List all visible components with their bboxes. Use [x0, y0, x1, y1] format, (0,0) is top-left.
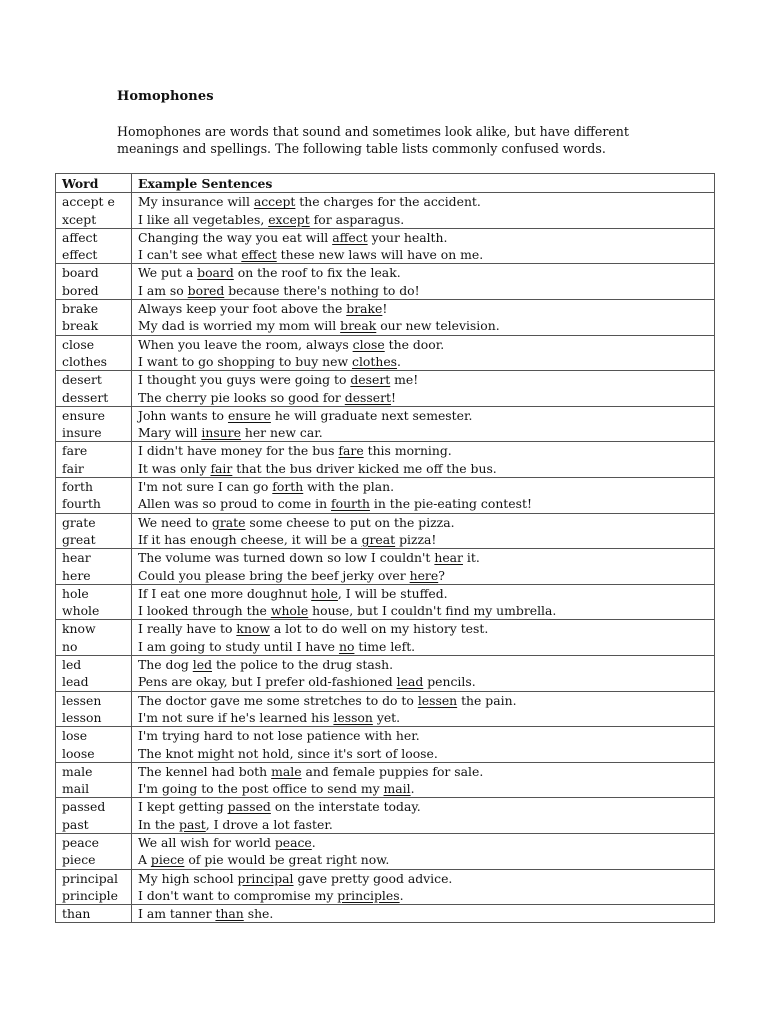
homophone-word: no: [62, 638, 78, 654]
sentence-text: yet.: [372, 709, 401, 725]
sentence-text: I am going to study until I have: [138, 638, 339, 654]
sentence-text: with the plan.: [303, 479, 395, 495]
word-cell: [56, 620, 132, 656]
homophone-word: past: [62, 816, 89, 832]
homophone-word: grate: [62, 514, 96, 530]
homophone-word: hole: [62, 585, 89, 601]
sentence-text: in the pie-eating contest!: [369, 496, 532, 512]
highlighted-word: bored: [187, 282, 225, 298]
example-cell: [132, 905, 715, 923]
homophone-word: whole: [62, 603, 100, 619]
sentence-text: and female puppies for sale.: [301, 763, 484, 779]
sentence-text: the charges for the accident.: [295, 194, 481, 210]
sentence-text: on the interstate today.: [270, 799, 421, 815]
highlighted-word: grate: [211, 514, 246, 530]
example-sentence: [138, 531, 708, 548]
sentence-text: I thought you guys were going to: [138, 372, 351, 388]
highlighted-word: piece: [150, 852, 185, 868]
example-cell: [132, 406, 715, 442]
sentence-text: .: [410, 781, 415, 797]
homophone-word: led: [62, 657, 82, 673]
homophone-word: hear: [62, 550, 91, 566]
example-cell: [132, 798, 715, 834]
sentence-text: We put a: [138, 265, 198, 281]
example-sentence: [138, 656, 708, 673]
example-cell: [132, 371, 715, 407]
sentence-text: I don't want to compromise my: [138, 887, 338, 903]
homophone-word: dessert: [62, 389, 109, 405]
highlighted-word: mail: [383, 781, 411, 797]
homophone-word: know: [62, 621, 96, 637]
sentence-text: I really have to: [138, 621, 237, 637]
homophone-word: effect: [62, 247, 98, 263]
sentence-text: me!: [390, 372, 419, 388]
sentence-text: of pie would be great right now.: [184, 852, 390, 868]
homophone-word: lose: [62, 728, 88, 744]
highlighted-word: fare: [338, 443, 364, 459]
word-column-header: Word: [56, 174, 132, 193]
word-cell: [56, 264, 132, 300]
highlighted-word: fair: [210, 460, 233, 476]
highlighted-word: whole: [270, 603, 309, 619]
word-cell: [56, 549, 132, 585]
homophone-word: bored: [62, 282, 99, 298]
example-cell: [132, 656, 715, 692]
word-cell: [56, 513, 132, 549]
example-cell: [132, 228, 715, 264]
highlighted-word: accept: [253, 194, 296, 210]
homophone-word: lessen: [62, 692, 102, 708]
intro-paragraph: Homophones are words that sound and sometimes look alike, but have different meanings and spellings. The following table lists commonly confused words.: [117, 124, 629, 156]
example-sentence: [138, 851, 708, 868]
example-sentence: [138, 709, 708, 726]
table-row: [56, 442, 715, 478]
example-sentence: [138, 478, 708, 495]
homophone-word: fourth: [62, 496, 101, 512]
table-row: [56, 905, 715, 923]
sentence-text: , I drove a lot faster.: [205, 816, 333, 832]
table-body: [56, 193, 715, 923]
highlighted-word: lesson: [333, 709, 373, 725]
example-cell: [132, 691, 715, 727]
table-row: [56, 193, 715, 229]
homophone-word: close: [62, 336, 95, 352]
highlighted-word: principal: [237, 870, 294, 886]
highlighted-word: peace: [274, 834, 312, 850]
sentence-text: I'm not sure I can go: [138, 479, 273, 495]
homophone-word: principle: [62, 887, 118, 903]
word-cell: [56, 798, 132, 834]
table-row: [56, 371, 715, 407]
word-cell: [56, 656, 132, 692]
sentence-text: pencils.: [423, 674, 476, 690]
sentence-text: The kennel had both: [138, 763, 272, 779]
homophone-word: affect: [62, 229, 98, 245]
sentence-text: the pain.: [457, 692, 517, 708]
sentence-text: If I eat one more doughnut: [138, 585, 312, 601]
table-row: [56, 798, 715, 834]
table-row: [56, 620, 715, 656]
homophone-word: loose: [62, 745, 95, 761]
highlighted-word: no: [338, 638, 355, 654]
sentence-text: My insurance will: [138, 194, 254, 210]
homophone-word: male: [62, 763, 93, 779]
sentence-text: she.: [243, 906, 274, 922]
homophone-word: break: [62, 318, 99, 334]
sentence-text: I'm not sure if he's learned his: [138, 709, 334, 725]
example-sentence: [138, 371, 708, 388]
highlighted-word: insure: [201, 425, 241, 441]
sentence-text: Could you please bring the beef jerky over: [138, 567, 410, 583]
sentence-text: I like all vegetables,: [138, 211, 269, 227]
example-sentence: [138, 300, 708, 317]
sentence-text: that the bus driver kicked me off the bus.: [232, 460, 497, 476]
table-row: [56, 584, 715, 620]
sentence-text: I am so: [138, 282, 188, 298]
word-cell: [56, 727, 132, 763]
homophone-word: fare: [62, 443, 88, 459]
sentence-text: My high school: [138, 870, 238, 886]
example-sentence: [138, 905, 708, 922]
example-sentence: [138, 727, 708, 744]
homophone-word: here: [62, 567, 91, 583]
homophones-table: [55, 173, 715, 923]
homophone-word: passed: [62, 799, 106, 815]
word-cell: [56, 442, 132, 478]
sentence-text: .: [399, 887, 404, 903]
sentence-text: gave pretty good advice.: [293, 870, 453, 886]
homophone-word: fair: [62, 460, 84, 476]
sentence-text: our new television.: [376, 318, 500, 334]
sentence-text: The cherry pie looks so good for: [138, 389, 345, 405]
sentence-text: because there's nothing to do!: [224, 282, 420, 298]
sentence-text: John wants to: [138, 407, 228, 423]
example-sentence: [138, 407, 708, 424]
example-cell: [132, 762, 715, 798]
highlighted-word: effect: [241, 247, 277, 263]
highlighted-word: brake: [346, 301, 383, 317]
sentence-text: I'm going to the post office to send my: [138, 781, 384, 797]
sentence-text: .: [311, 834, 316, 850]
sentence-text: her new car.: [240, 425, 323, 441]
example-cell: [132, 478, 715, 514]
example-sentence: [138, 495, 708, 512]
example-sentence: [138, 602, 708, 619]
sentence-text: If it has enough cheese, it will be a: [138, 531, 362, 547]
highlighted-word: than: [215, 906, 244, 922]
table-row: [56, 833, 715, 869]
sentence-text: Changing the way you eat will: [138, 229, 333, 245]
sentence-text: I am tanner: [138, 906, 216, 922]
example-sentence: [138, 317, 708, 334]
sentence-text: When you leave the room, always: [138, 336, 353, 352]
highlighted-word: passed: [227, 799, 271, 815]
table-row: [56, 691, 715, 727]
example-sentence: [138, 460, 708, 477]
highlighted-word: affect: [332, 229, 368, 245]
homophone-word: piece: [62, 852, 96, 868]
highlighted-word: past: [179, 816, 206, 832]
sentence-text: I'm trying hard to not lose patience with her.: [138, 728, 420, 744]
sentence-text: the door.: [384, 336, 445, 352]
highlighted-word: ensure: [227, 407, 271, 423]
sentence-text: I want to go shopping to buy new: [138, 353, 352, 369]
sentence-text: I looked through the: [138, 603, 271, 619]
sentence-text: these new laws will have on me.: [276, 247, 484, 263]
example-sentence: [138, 282, 708, 299]
word-cell: [56, 335, 132, 371]
example-cell: [132, 584, 715, 620]
example-sentence: [138, 798, 708, 815]
sentence-text: In the: [138, 816, 180, 832]
highlighted-word: lessen: [417, 692, 458, 708]
highlighted-word: know: [236, 621, 270, 637]
homophone-word: than: [62, 906, 91, 922]
example-sentence: [138, 567, 708, 584]
highlighted-word: board: [197, 265, 234, 281]
sentence-text: , I will be stuffed.: [337, 585, 448, 601]
homophone-word: clothes: [62, 353, 108, 369]
highlighted-word: except: [268, 211, 310, 227]
table-row: [56, 656, 715, 692]
example-cell: [132, 727, 715, 763]
sentence-text: !: [382, 301, 388, 317]
sentence-text: The dog: [138, 657, 193, 673]
table-row: [56, 478, 715, 514]
example-cell: [132, 549, 715, 585]
example-sentence: [138, 887, 708, 904]
homophone-word: brake: [62, 301, 99, 317]
homophone-word: ensure: [62, 407, 105, 423]
sentence-text: Pens are okay, but I prefer old-fashioned: [138, 674, 397, 690]
homophone-word: great: [62, 531, 96, 547]
highlighted-word: forth: [272, 479, 304, 495]
highlighted-word: desert: [350, 372, 391, 388]
table-header-row: [56, 174, 715, 193]
sentence-text: some cheese to put on the pizza.: [245, 514, 455, 530]
example-sentence: [138, 389, 708, 406]
table-row: [56, 300, 715, 336]
word-cell: [56, 691, 132, 727]
sentence-text: A: [138, 852, 151, 868]
sentence-text: The volume was turned down so low I couldn't: [138, 550, 435, 566]
examples-column-header: Example Sentences: [132, 174, 715, 193]
sentence-text: I didn't have money for the bus: [138, 443, 339, 459]
table-row: [56, 228, 715, 264]
homophone-word: peace: [62, 834, 99, 850]
example-cell: [132, 264, 715, 300]
example-sentence: [138, 780, 708, 797]
sentence-text: !: [391, 389, 396, 405]
sentence-text: house, but I couldn't find my umbrella.: [308, 603, 557, 619]
example-sentence: [138, 673, 708, 690]
sentence-text: I kept getting: [138, 799, 228, 815]
highlighted-word: great: [361, 531, 396, 547]
sentence-text: The knot might not hold, since it's sort of loose.: [138, 745, 438, 761]
example-cell: [132, 300, 715, 336]
example-sentence: [138, 816, 708, 833]
sentence-text: Mary will: [138, 425, 202, 441]
example-sentence: [138, 763, 708, 780]
word-cell: [56, 869, 132, 905]
table-row: [56, 869, 715, 905]
example-cell: [132, 442, 715, 478]
sentence-text: Always keep your foot above the: [138, 301, 347, 317]
word-cell: [56, 833, 132, 869]
highlighted-word: here: [409, 567, 439, 583]
word-cell: [56, 371, 132, 407]
table-row: [56, 727, 715, 763]
table-row: [56, 513, 715, 549]
example-cell: [132, 513, 715, 549]
sentence-text: Allen was so proud to come in: [138, 496, 332, 512]
highlighted-word: fourth: [331, 496, 370, 512]
example-sentence: [138, 264, 708, 281]
word-cell: [56, 905, 132, 923]
highlighted-word: hear: [434, 550, 463, 566]
highlighted-word: clothes: [352, 353, 398, 369]
sentence-text: We need to: [138, 514, 212, 530]
highlighted-word: led: [192, 657, 213, 673]
homophone-word: forth: [62, 479, 93, 495]
example-sentence: [138, 514, 708, 531]
example-sentence: [138, 229, 708, 246]
word-cell: [56, 478, 132, 514]
example-cell: [132, 833, 715, 869]
example-sentence: [138, 336, 708, 353]
example-sentence: [138, 193, 708, 210]
homophone-word: accept e: [62, 194, 115, 210]
word-cell: [56, 228, 132, 264]
sentence-text: on the roof to fix the leak.: [233, 265, 401, 281]
table-row: [56, 406, 715, 442]
highlighted-word: break: [340, 318, 377, 334]
sentence-text: this morning.: [363, 443, 452, 459]
sentence-text: pizza!: [395, 531, 437, 547]
example-sentence: [138, 246, 708, 263]
sentence-text: the police to the drug stash.: [212, 657, 394, 673]
sentence-text: ?: [438, 567, 445, 583]
example-sentence: [138, 549, 708, 566]
homophone-word: principal: [62, 870, 118, 886]
homophone-word: desert: [62, 372, 102, 388]
sentence-text: it.: [462, 550, 480, 566]
example-sentence: [138, 692, 708, 709]
highlighted-word: hole: [311, 585, 338, 601]
example-cell: [132, 193, 715, 229]
word-cell: [56, 300, 132, 336]
sentence-text: I can't see what: [138, 247, 242, 263]
example-cell: [132, 335, 715, 371]
homophone-word: board: [62, 265, 99, 281]
sentence-text: a lot to do well on my history test.: [269, 621, 489, 637]
homophone-word: mail: [62, 781, 90, 797]
example-sentence: [138, 638, 708, 655]
example-sentence: [138, 211, 708, 228]
sentence-text: .: [397, 353, 401, 369]
highlighted-word: lead: [396, 674, 424, 690]
table-row: [56, 335, 715, 371]
homophone-word: lesson: [62, 709, 102, 725]
sentence-text: time left.: [354, 638, 416, 654]
highlighted-word: male: [271, 763, 302, 779]
sentence-text: We all wish for world: [138, 834, 275, 850]
homophone-word: lead: [62, 674, 89, 690]
example-sentence: [138, 834, 708, 851]
table-row: [56, 549, 715, 585]
highlighted-word: principles: [337, 887, 400, 903]
homophone-word: xcept: [62, 211, 97, 227]
highlighted-word: close: [352, 336, 385, 352]
sentence-text: your health.: [367, 229, 448, 245]
highlighted-word: dessert: [344, 389, 392, 405]
table-row: [56, 264, 715, 300]
example-cell: [132, 869, 715, 905]
sentence-text: for asparagus.: [309, 211, 405, 227]
example-sentence: [138, 424, 708, 441]
example-sentence: [138, 442, 708, 459]
document-title: Homophones: [117, 89, 214, 104]
table-row: [56, 762, 715, 798]
word-cell: [56, 193, 132, 229]
example-sentence: [138, 620, 708, 637]
homophone-word: insure: [62, 425, 102, 441]
word-cell: [56, 584, 132, 620]
sentence-text: My dad is worried my mom will: [138, 318, 341, 334]
example-sentence: [138, 585, 708, 602]
example-cell: [132, 620, 715, 656]
sentence-text: he will graduate next semester.: [270, 407, 473, 423]
example-sentence: [138, 870, 708, 887]
sentence-text: The doctor gave me some stretches to do to: [138, 692, 418, 708]
word-cell: [56, 406, 132, 442]
word-cell: [56, 762, 132, 798]
example-sentence: [138, 353, 708, 370]
example-sentence: [138, 745, 708, 762]
sentence-text: It was only: [138, 460, 211, 476]
